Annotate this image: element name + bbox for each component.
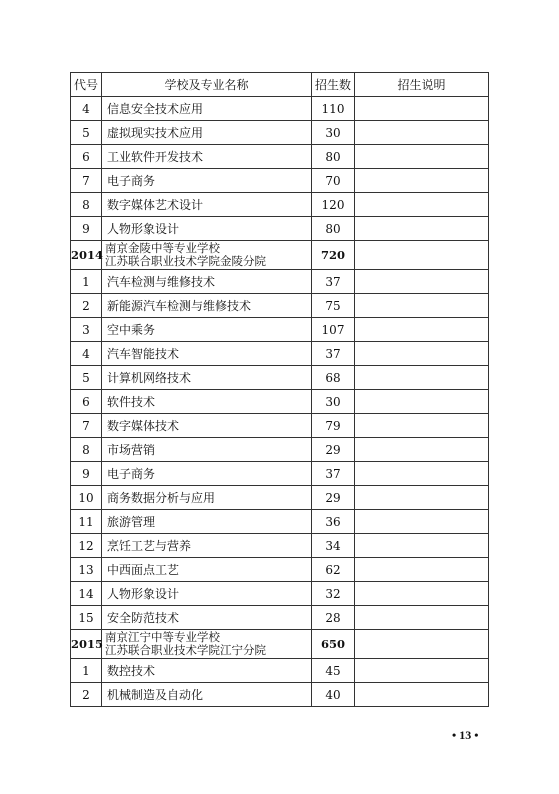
row-count: 70 — [312, 169, 355, 193]
row-note — [355, 462, 489, 486]
table-row — [71, 462, 489, 486]
row-code: 2 — [71, 294, 102, 318]
row-name: 计算机网络技术 — [102, 366, 312, 390]
row-count: 650 — [312, 630, 355, 659]
row-note — [355, 510, 489, 534]
header-note: 招生说明 — [355, 73, 489, 97]
row-name: 中西面点工艺 — [102, 558, 312, 582]
row-note — [355, 438, 489, 462]
row-name: 安全防范技术 — [102, 606, 312, 630]
row-count: 720 — [312, 241, 355, 270]
row-code: 2015 — [71, 630, 102, 659]
row-code: 15 — [71, 606, 102, 630]
table-row — [71, 193, 489, 217]
table-row — [71, 534, 489, 558]
row-name: 软件技术 — [102, 390, 312, 414]
row-note — [355, 342, 489, 366]
row-note — [355, 169, 489, 193]
row-code: 1 — [71, 270, 102, 294]
row-note — [355, 241, 489, 270]
row-code: 13 — [71, 558, 102, 582]
row-count: 80 — [312, 217, 355, 241]
row-name: 机械制造及自动化 — [102, 683, 312, 707]
row-note — [355, 659, 489, 683]
row-name: 烹饪工艺与营养 — [102, 534, 312, 558]
table-header-row — [71, 73, 489, 97]
row-count: 30 — [312, 121, 355, 145]
table-row — [71, 145, 489, 169]
page-number: • 13 • — [452, 728, 479, 742]
row-code: 5 — [71, 121, 102, 145]
row-code: 8 — [71, 193, 102, 217]
table-row — [71, 438, 489, 462]
table-row — [71, 510, 489, 534]
header-name: 学校及专业名称 — [102, 73, 312, 97]
row-name: 新能源汽车检测与维修技术 — [102, 294, 312, 318]
row-count: 37 — [312, 462, 355, 486]
row-name: 空中乘务 — [102, 318, 312, 342]
row-note — [355, 486, 489, 510]
school-name-line: 江苏联合职业技术学院江宁分院 — [105, 643, 266, 657]
table-row — [71, 342, 489, 366]
row-code: 14 — [71, 582, 102, 606]
row-name: 数控技术 — [102, 659, 312, 683]
row-note — [355, 217, 489, 241]
row-code: 9 — [71, 462, 102, 486]
row-name — [102, 241, 312, 270]
row-count: 37 — [312, 270, 355, 294]
row-code: 4 — [71, 342, 102, 366]
row-note — [355, 145, 489, 169]
row-note — [355, 630, 489, 659]
school-name-line: 南京金陵中等专业学校 — [105, 241, 220, 255]
row-name: 电子商务 — [102, 169, 312, 193]
table-row — [71, 606, 489, 630]
row-note — [355, 318, 489, 342]
row-name: 汽车检测与维修技术 — [102, 270, 312, 294]
row-count: 79 — [312, 414, 355, 438]
school-row — [71, 630, 489, 659]
table-row — [71, 414, 489, 438]
table-row — [71, 582, 489, 606]
row-name: 数字媒体技术 — [102, 414, 312, 438]
row-name: 汽车智能技术 — [102, 342, 312, 366]
row-count: 110 — [312, 97, 355, 121]
row-count: 62 — [312, 558, 355, 582]
row-code: 9 — [71, 217, 102, 241]
row-note — [355, 294, 489, 318]
row-code: 6 — [71, 145, 102, 169]
school-name-line: 江苏联合职业技术学院金陵分院 — [105, 254, 266, 268]
table-row — [71, 294, 489, 318]
header-count: 招生数 — [312, 73, 355, 97]
row-name — [102, 630, 312, 659]
row-name: 工业软件开发技术 — [102, 145, 312, 169]
school-row — [71, 241, 489, 270]
table-row — [71, 217, 489, 241]
row-count: 107 — [312, 318, 355, 342]
table-row — [71, 169, 489, 193]
table-row — [71, 121, 489, 145]
row-count: 37 — [312, 342, 355, 366]
row-name: 信息安全技术应用 — [102, 97, 312, 121]
row-name: 旅游管理 — [102, 510, 312, 534]
row-code: 2014 — [71, 241, 102, 270]
row-count: 32 — [312, 582, 355, 606]
row-code: 5 — [71, 366, 102, 390]
row-code: 2 — [71, 683, 102, 707]
table-row — [71, 659, 489, 683]
row-code: 1 — [71, 659, 102, 683]
row-note — [355, 193, 489, 217]
row-count: 120 — [312, 193, 355, 217]
row-name: 人物形象设计 — [102, 582, 312, 606]
table-row — [71, 270, 489, 294]
row-code: 10 — [71, 486, 102, 510]
row-name: 商务数据分析与应用 — [102, 486, 312, 510]
table-row — [71, 318, 489, 342]
row-count: 29 — [312, 438, 355, 462]
header-code: 代号 — [71, 73, 102, 97]
row-count: 34 — [312, 534, 355, 558]
row-code: 7 — [71, 414, 102, 438]
row-count: 36 — [312, 510, 355, 534]
row-code: 7 — [71, 169, 102, 193]
row-name: 电子商务 — [102, 462, 312, 486]
row-note — [355, 558, 489, 582]
row-note — [355, 270, 489, 294]
row-note — [355, 534, 489, 558]
row-name: 人物形象设计 — [102, 217, 312, 241]
table-row — [71, 558, 489, 582]
row-note — [355, 390, 489, 414]
row-note — [355, 121, 489, 145]
row-note — [355, 606, 489, 630]
table-row — [71, 366, 489, 390]
table-row — [71, 683, 489, 707]
row-name: 数字媒体艺术设计 — [102, 193, 312, 217]
table-body — [71, 97, 489, 707]
row-count: 29 — [312, 486, 355, 510]
row-note — [355, 582, 489, 606]
row-count: 45 — [312, 659, 355, 683]
row-code: 12 — [71, 534, 102, 558]
table-row — [71, 486, 489, 510]
row-code: 6 — [71, 390, 102, 414]
row-code: 11 — [71, 510, 102, 534]
table-row — [71, 97, 489, 121]
row-name: 市场营销 — [102, 438, 312, 462]
row-count: 68 — [312, 366, 355, 390]
row-code: 3 — [71, 318, 102, 342]
row-name: 虚拟现实技术应用 — [102, 121, 312, 145]
row-note — [355, 683, 489, 707]
row-note — [355, 97, 489, 121]
row-count: 75 — [312, 294, 355, 318]
row-count: 80 — [312, 145, 355, 169]
row-note — [355, 414, 489, 438]
row-count: 30 — [312, 390, 355, 414]
table-row — [71, 390, 489, 414]
enrollment-table — [70, 72, 489, 707]
row-code: 8 — [71, 438, 102, 462]
row-code: 4 — [71, 97, 102, 121]
school-name-line: 南京江宁中等专业学校 — [105, 630, 220, 644]
row-count: 28 — [312, 606, 355, 630]
row-note — [355, 366, 489, 390]
row-count: 40 — [312, 683, 355, 707]
